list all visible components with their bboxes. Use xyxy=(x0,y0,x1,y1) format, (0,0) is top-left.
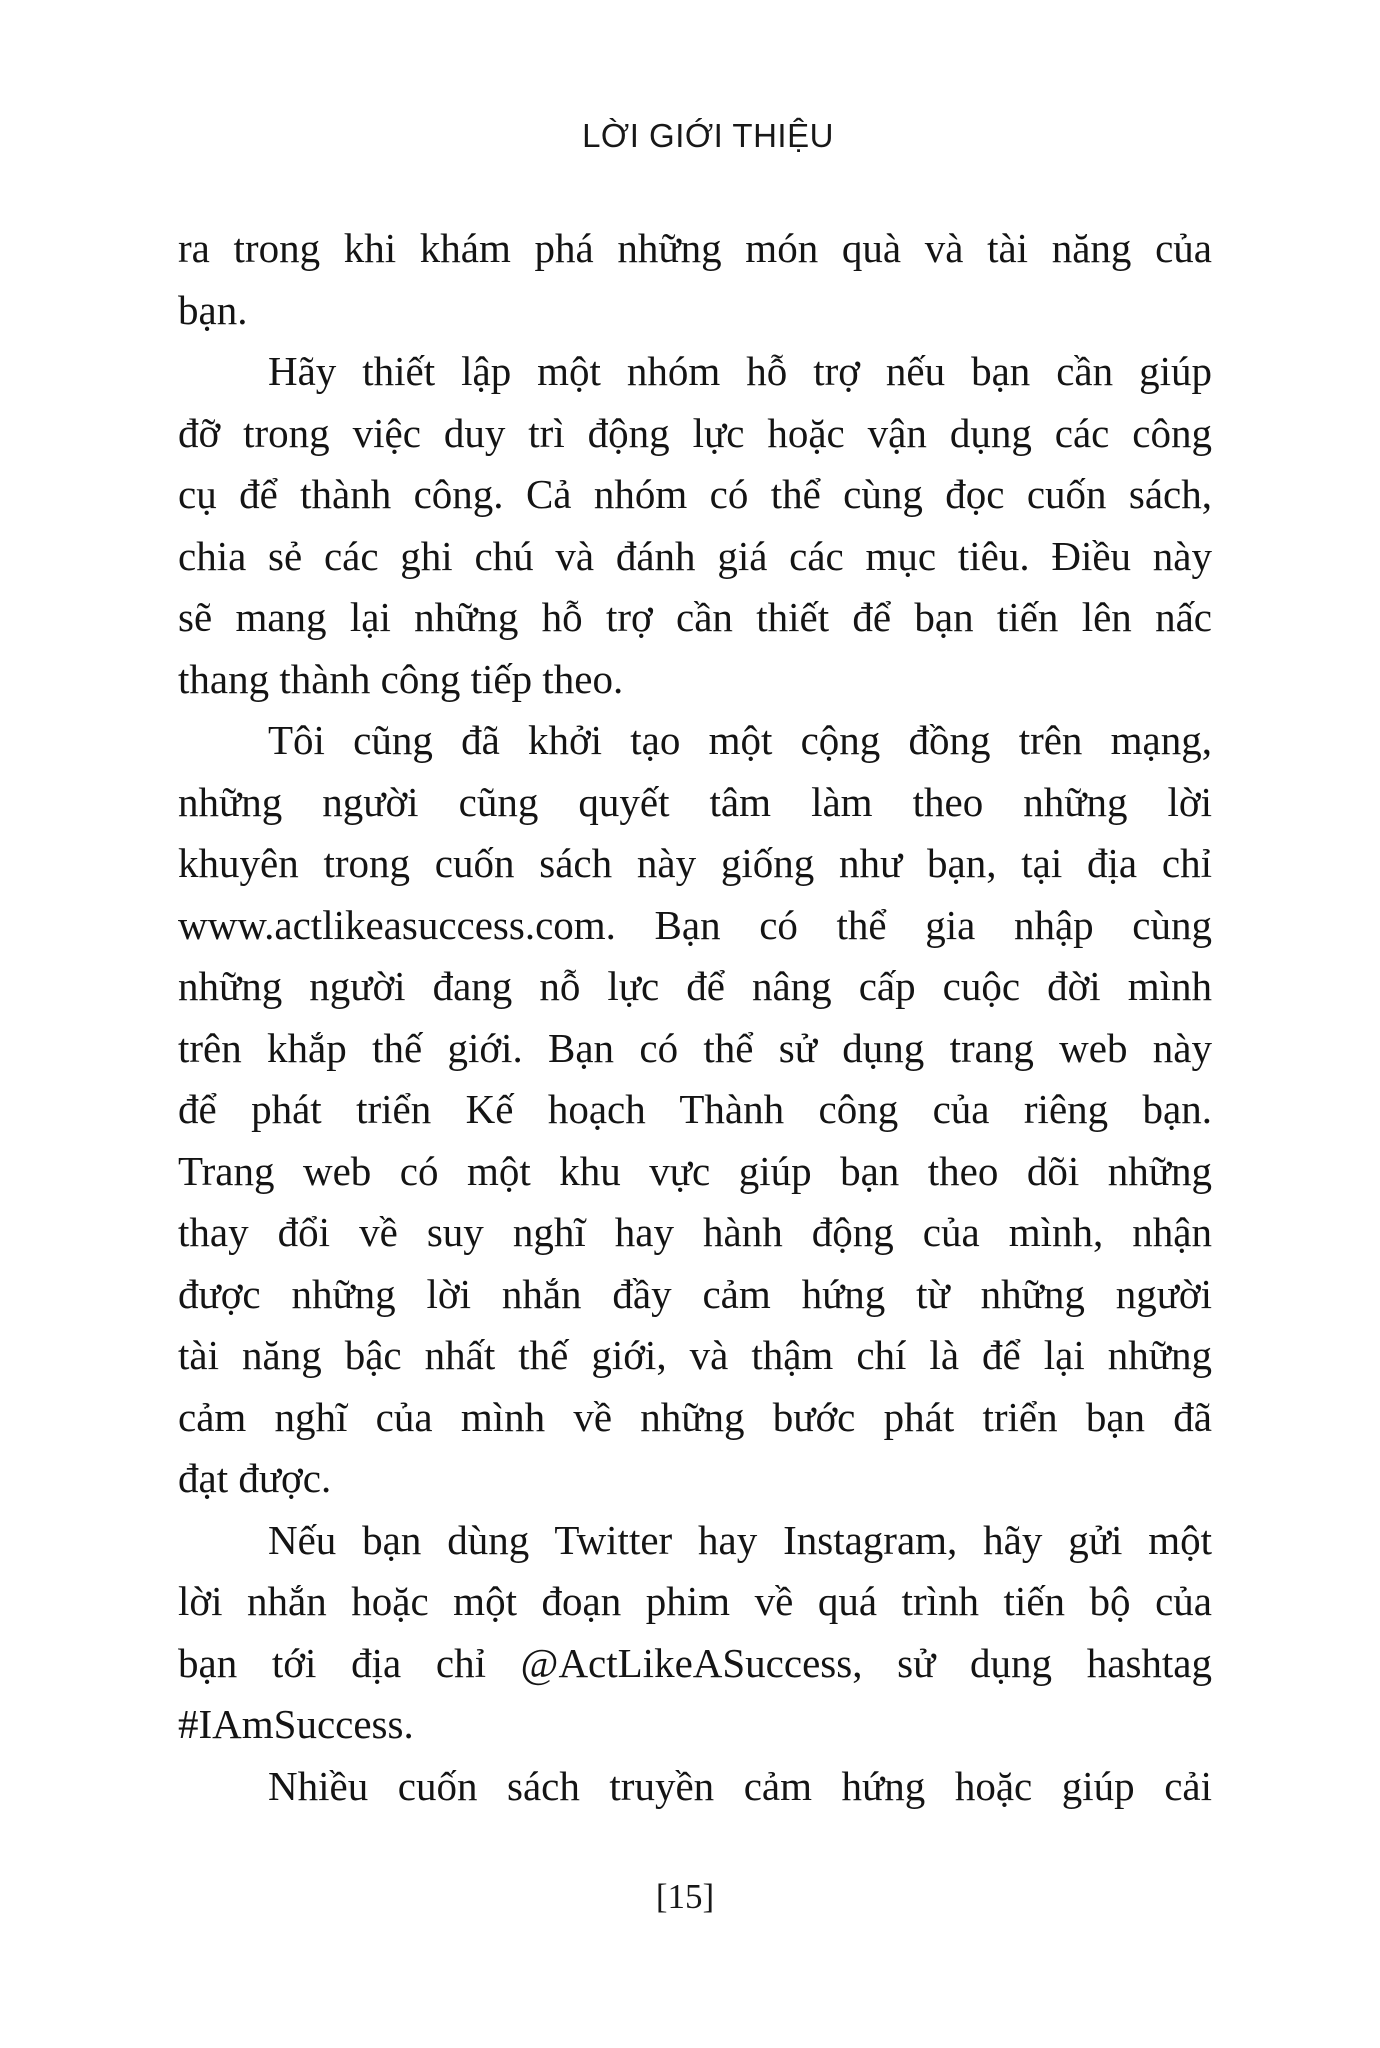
paragraph xyxy=(178,1510,1212,1756)
text-line: thang thành công tiếp theo. xyxy=(178,655,624,702)
text-line: để phát triển Kế hoạch Thành công của riêng bạn. xyxy=(178,1086,1212,1132)
hashtag-line: #IAmSuccess. xyxy=(178,1701,414,1747)
running-head-title: LỜI GIỚI THIỆU xyxy=(582,117,834,154)
text-line: Nếu bạn dùng Twitter hay Instagram, hãy gửi một xyxy=(268,1516,1212,1563)
text-line: tài năng bậc nhất thế giới, và thậm chí là để lại những xyxy=(178,1332,1212,1378)
text-line: cụ để thành công. Cả nhóm có thể cùng đọc cuốn sách, xyxy=(178,471,1212,517)
text-line: những người đang nỗ lực để nâng cấp cuộc đời mình xyxy=(178,963,1212,1009)
body-text xyxy=(178,218,1212,1817)
text-line: sẽ mang lại những hỗ trợ cần thiết để bạn tiến lên nấc xyxy=(178,594,1212,640)
text-line: Trang web có một khu vực giúp bạn theo dõi những xyxy=(178,1147,1212,1194)
text-line: Nhiều cuốn sách truyền cảm hứng hoặc giúp cải xyxy=(268,1762,1212,1809)
text-line: đạt được. xyxy=(178,1455,332,1501)
text-line: được những lời nhắn đầy cảm hứng từ những người xyxy=(178,1270,1212,1317)
paragraph xyxy=(178,710,1212,1510)
text-line: thay đổi về suy nghĩ hay hành động của mình, nhận xyxy=(178,1209,1212,1255)
text-line: chia sẻ các ghi chú và đánh giá các mục tiêu. Điều này xyxy=(178,532,1212,579)
social-handle-line: bạn tới địa chỉ @ActLikeASuccess, sử dụng hashtag xyxy=(178,1639,1212,1686)
text-line: cảm nghĩ của mình về những bước phát triển bạn đã xyxy=(178,1393,1212,1440)
website-url-line: www.actlikeasuccess.com. Bạn có thể gia nhập cùng xyxy=(178,901,1212,948)
paragraph xyxy=(178,218,1212,341)
text-line: Hãy thiết lập một nhóm hỗ trợ nếu bạn cần giúp xyxy=(268,348,1212,394)
text-line: Tôi cũng đã khởi tạo một cộng đồng trên mạng, xyxy=(268,717,1212,763)
paragraph xyxy=(178,341,1212,710)
text-line: đỡ trong việc duy trì động lực hoặc vận dụng các công xyxy=(178,409,1212,456)
text-line: trên khắp thế giới. Bạn có thể sử dụng trang web này xyxy=(178,1024,1212,1071)
text-line: lời nhắn hoặc một đoạn phim về quá trình tiến bộ của xyxy=(178,1578,1212,1624)
text-line: bạn. xyxy=(178,286,248,333)
text-line: khuyên trong cuốn sách này giống như bạn, tại địa chỉ xyxy=(178,840,1212,886)
page-number: [15] xyxy=(655,1877,715,1916)
paragraph xyxy=(178,1756,1212,1818)
text-line: ra trong khi khám phá những món quà và tài năng của xyxy=(178,225,1212,271)
text-line: những người cũng quyết tâm làm theo những lời xyxy=(178,778,1212,825)
